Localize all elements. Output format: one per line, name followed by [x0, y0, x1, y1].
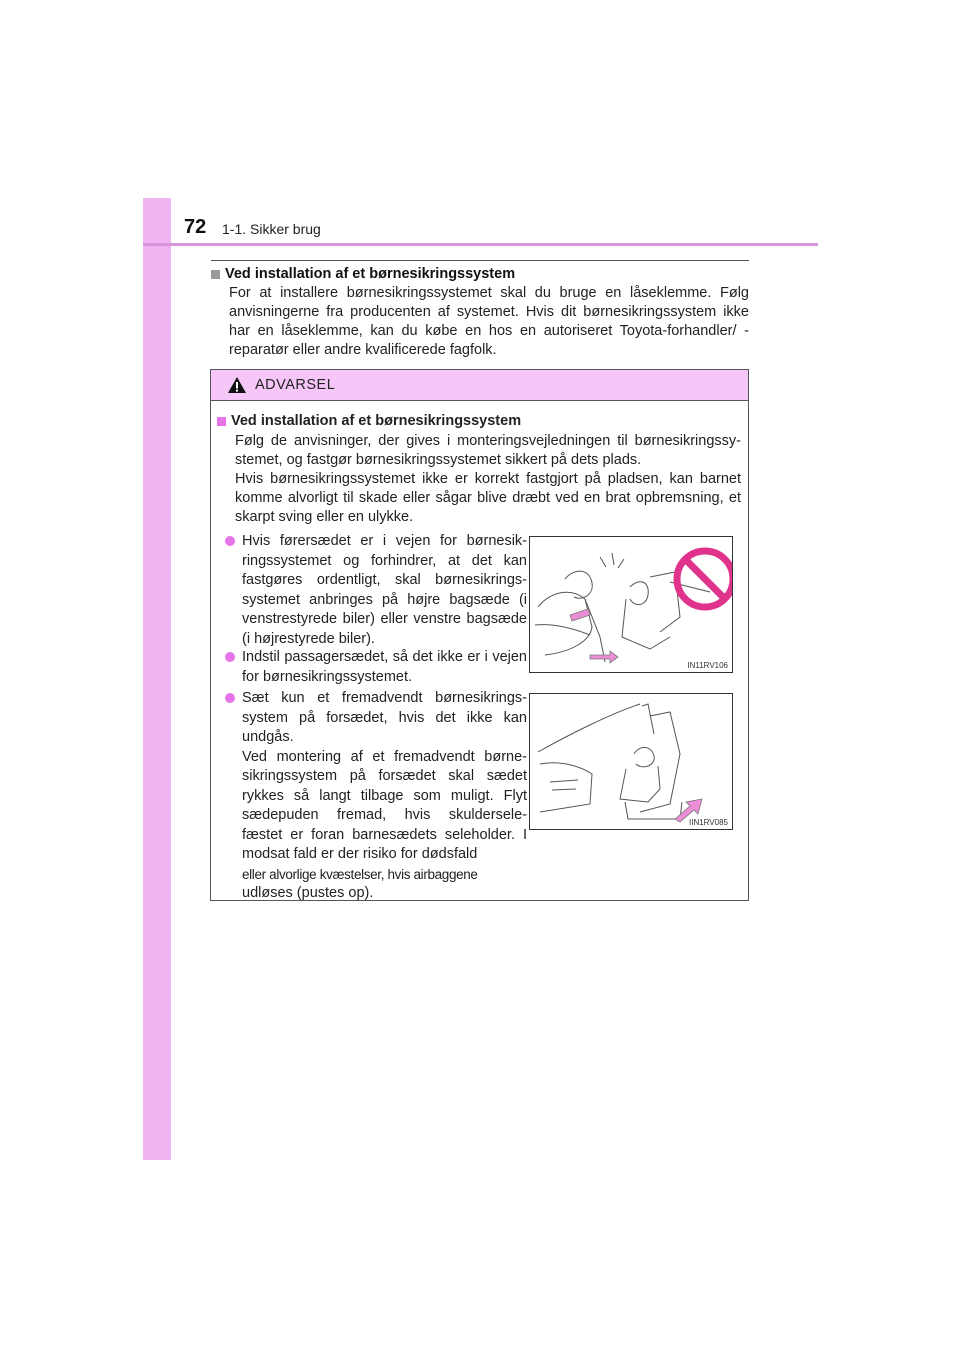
square-bullet-icon [211, 270, 220, 279]
bullet-dot-icon [225, 693, 235, 703]
bullet-text-c: eller alvorlige kvæstelser, hvis airbaggene [242, 866, 478, 882]
bullet-driver-seat [225, 532, 527, 649]
section-body: For at installere børnesikringssystemet skal du bruge en låseklemme. Følg anvisningerne fra producenten af systemet. Hvis dit børnesikringssystem ikke har en låseklemme, kan du købe en hos en autoriseret Toyota-forhandler/ -reparatør eller andre kvalificerede fagfolk. [229, 285, 749, 358]
warning-para-1: Følg de anvisninger, der gives i monteringsvejledningen til børnesikringssy- stemet, og fastgør børnesikringssystemet sikkert på dets plads. [235, 433, 741, 468]
bullet-text-d: udløses (pustes op). [242, 885, 374, 901]
section-heading-text: Ved installation af et børnesikringssystem [225, 266, 516, 282]
figure-front-seat-installation [529, 693, 733, 830]
section-rule [211, 260, 749, 261]
bullet-text-a: Sæt kun et fremadvendt børnesikrings- system på forsædet, hvis det ikke kan undgås. [242, 690, 527, 745]
child-seat-illustration [530, 694, 732, 829]
chapter-title: 1-1. Sikker brug [222, 221, 321, 237]
bullet-dot-icon [225, 652, 235, 662]
warning-paragraphs [235, 432, 741, 527]
square-bullet-icon [217, 417, 226, 426]
warning-title: ADVARSEL [255, 377, 336, 393]
bullet-front-seat [225, 689, 527, 904]
bullet-text: Indstil passagersædet, så det ikke er i vejen for børnesikringssystemet. [242, 649, 527, 685]
header-line [143, 243, 818, 246]
bullet-text: Hvis førersædet er i vejen for børnesik- ringssystemet og forhindrer, at det kan fastgøres ordentligt, skal børnesikrings- systemet anbringes på højre bagsæde (i venstrestyrede biler) eller venstre bagsæde (i højrestyrede biler). [242, 533, 527, 647]
bullet-passenger-seat [225, 648, 527, 687]
bullet-text [242, 689, 527, 904]
car-seat-illustration [530, 537, 732, 672]
figure-code: IIN1RV085 [689, 818, 728, 827]
warning-triangle-icon [227, 376, 247, 394]
figure-driver-seat-prohibited [529, 536, 733, 673]
warning-box [210, 369, 749, 901]
warning-header [211, 370, 748, 401]
warning-para-2: Hvis børnesikringssystemet ikke er korrekt fastgjort på pladsen, kan barnet komme alvorligt til skade eller sågar blive dræbt ved en brat opbremsning, et skarpt sving eller en ulykke. [235, 471, 741, 525]
warning-heading [217, 413, 521, 429]
page-number: 72 [184, 216, 207, 238]
warning-body [211, 401, 748, 900]
warning-heading-text: Ved installation af et børnesikringssystem [231, 413, 522, 429]
section-heading [211, 266, 749, 282]
chapter-side-tab [143, 198, 171, 1160]
bullet-dot-icon [225, 536, 235, 546]
figure-code: IN11RV106 [687, 661, 728, 670]
installation-section [211, 266, 749, 360]
bullet-text-b: Ved montering af et fremadvendt børne- sikringssystem på forsædet skal sædet rykkes så langt tilbage som muligt. Flyt sædepuden fremad, hvis skuldersele- fæstet er foran barnesædets seleholder. I modsat fald er der risiko for dødsfald [242, 748, 527, 862]
